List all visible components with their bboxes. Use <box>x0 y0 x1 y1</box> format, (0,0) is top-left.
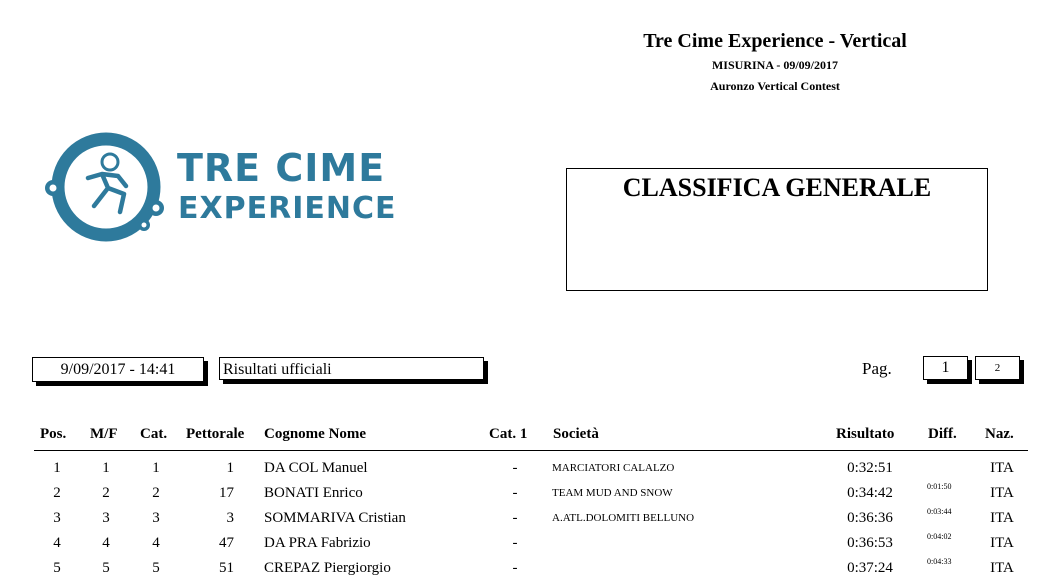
col-result-header: Risultato <box>836 426 895 442</box>
row-name: DA PRA Fabrizio <box>264 535 371 551</box>
page-total: 2 <box>975 356 1020 380</box>
event-place-date: MISURINA - 09/09/2017 <box>711 58 838 72</box>
runner-logo-icon <box>44 130 168 244</box>
row-diff: 0:03:44 <box>927 507 952 516</box>
row-nat: ITA <box>990 460 1014 476</box>
row-cat1: - <box>512 460 518 476</box>
row-nat: ITA <box>990 535 1014 551</box>
row-cat: 5 <box>152 560 160 576</box>
col-diff-header: Diff. <box>928 426 957 442</box>
row-pos: 4 <box>53 535 61 551</box>
row-diff: 0:04:02 <box>927 532 952 541</box>
row-name: SOMMARIVA Cristian <box>264 510 406 526</box>
row-name: CREPAZ Piergiorgio <box>264 560 391 576</box>
row-name: DA COL Manuel <box>264 460 368 476</box>
col-mf-header: M/F <box>90 426 118 442</box>
row-pos: 3 <box>53 510 61 526</box>
row-cat: 2 <box>152 485 160 501</box>
row-cat1: - <box>512 535 518 551</box>
logo-text-line2: EXPERIENCE <box>178 191 397 226</box>
row-cat1: - <box>512 510 518 526</box>
row-club: A.ATL.DOLOMITI BELLUNO <box>552 512 695 524</box>
col-bib-header: Pettorale <box>186 426 245 442</box>
header-rule <box>34 450 1028 451</box>
row-result: 0:37:24 <box>847 560 893 576</box>
row-diff: 0:04:33 <box>927 557 952 566</box>
row-mf: 4 <box>102 535 110 551</box>
row-mf: 2 <box>102 485 110 501</box>
row-mf: 1 <box>102 460 110 476</box>
row-result: 0:34:42 <box>847 485 893 501</box>
logo-text-line1: TRE CIME <box>177 146 386 190</box>
row-nat: ITA <box>990 485 1014 501</box>
row-bib: 47 <box>219 535 234 551</box>
event-contest: Auronzo Vertical Contest <box>710 79 840 93</box>
row-cat: 4 <box>152 535 160 551</box>
row-cat: 1 <box>152 460 160 476</box>
row-mf: 3 <box>102 510 110 526</box>
col-name-header: Cognome Nome <box>264 426 367 442</box>
row-cat1: - <box>512 485 518 501</box>
event-title: Tre Cime Experience - Vertical <box>643 30 907 52</box>
status-field: Risultati ufficiali <box>219 357 484 380</box>
row-nat: ITA <box>990 510 1014 526</box>
page-label: Pag. <box>862 359 892 378</box>
col-nat-header: Naz. <box>985 426 1014 442</box>
row-club: TEAM MUD AND SNOW <box>552 487 673 499</box>
row-diff: 0:01:50 <box>927 482 952 491</box>
row-bib: 51 <box>219 560 234 576</box>
row-name: BONATI Enrico <box>264 485 363 501</box>
row-result: 0:32:51 <box>847 460 893 476</box>
row-club: MARCIATORI CALALZO <box>552 462 675 474</box>
row-bib: 3 <box>226 510 234 526</box>
col-pos-header: Pos. <box>40 426 67 442</box>
row-mf: 5 <box>102 560 110 576</box>
row-bib: 1 <box>226 460 234 476</box>
col-cat-header: Cat. <box>140 426 168 442</box>
col-club-header: Società <box>553 426 599 442</box>
row-nat: ITA <box>990 560 1014 576</box>
row-bib: 17 <box>219 485 234 501</box>
datetime-field: 9/09/2017 - 14:41 <box>32 357 204 382</box>
col-cat1-header: Cat. 1 <box>489 426 528 442</box>
row-pos: 1 <box>53 460 61 476</box>
row-cat1: - <box>512 560 518 576</box>
page-current: 1 <box>923 356 968 380</box>
row-pos: 5 <box>53 560 61 576</box>
row-result: 0:36:36 <box>847 510 893 526</box>
row-cat: 3 <box>152 510 160 526</box>
classifica-title: CLASSIFICA GENERALE <box>622 173 932 202</box>
row-pos: 2 <box>53 485 61 501</box>
row-result: 0:36:53 <box>847 535 893 551</box>
